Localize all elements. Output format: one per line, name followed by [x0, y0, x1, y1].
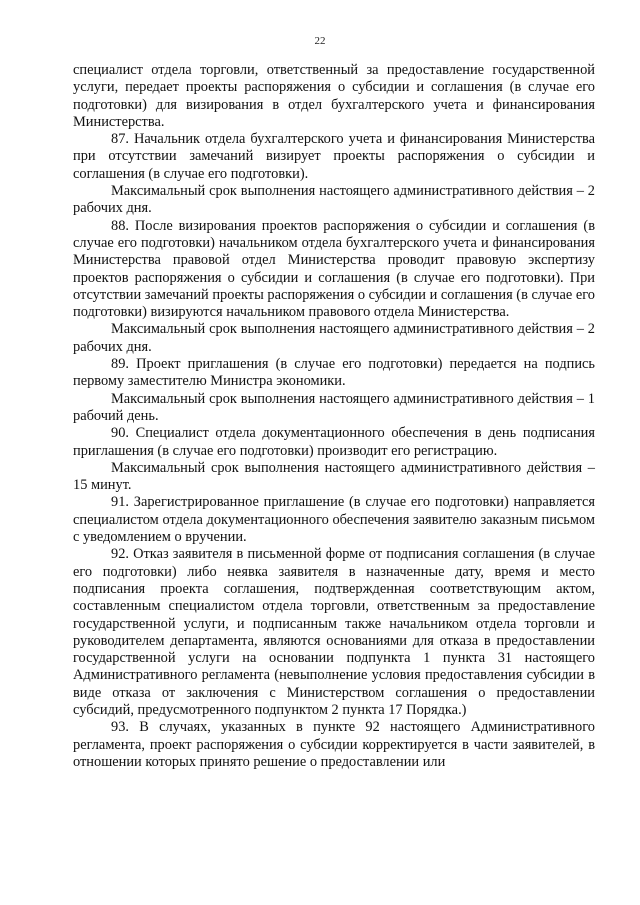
paragraph-90: 90. Специалист отдела документационного обеспечения в день подписания приглашения (в случае его подготовки) производит его регистрацию. [73, 425, 595, 459]
paragraph-90-deadline: Максимальный срок выполнения настоящего административного действия – 15 минут. [73, 459, 595, 494]
page-body [73, 62, 595, 771]
paragraph-87: 87. Начальник отдела бухгалтерского учета и финансирования Министерства при отсутствии замечаний визирует проекты распоряжения о субсидии и соглашения (в случае его подготовки). [73, 131, 595, 182]
paragraph-88: 88. После визирования проектов распоряжения о субсидии и соглашения (в случае его подготовки) начальником отдела бухгалтерского учета и финансирования Министерства правовой отдел Министерства проводит правовую экспертизу проектов распоряжения о субсидии и соглашения (в случае его подготовки). При отсутствии замечаний проекты распоряжения о субсидии и соглашения (в случае его подготовки) визируются начальником правового отдела Министерства. [73, 217, 595, 321]
paragraph-93: 93. В случаях, указанных в пункте 92 настоящего Административного регламента, проект распоряжения о субсидии корректируется в части заявителей, в отношении которых принято решение о предоставлении или [73, 719, 595, 770]
paragraph-continuation: специалист отдела торговли, ответственный за предоставление государственной услуги, передает проекты распоряжения о субсидии и соглашения (в случае его подготовки) для визирования в отдел бухгалтерского учета и финансирования Министерства. [73, 62, 595, 130]
paragraph-91: 91. Зарегистрированное приглашение (в случае его подготовки) направляется специалистом отдела документационного обеспечения заявителю заказным письмом с уведомлением о вручении. [73, 494, 595, 546]
paragraph-89-deadline: Максимальный срок выполнения настоящего административного действия – 1 рабочий день. [73, 390, 595, 424]
paragraph-88-deadline: Максимальный срок выполнения настоящего административного действия – 2 рабочих дня. [73, 321, 595, 355]
page-number: 22 [314, 35, 326, 47]
paragraph-89: 89. Проект приглашения (в случае его подготовки) передается на подпись первому заместителю Министра экономики. [73, 356, 595, 390]
paragraph-92: 92. Отказ заявителя в письменной форме от подписания соглашения (в случае его подготовки) либо неявка заявителя в назначенные дату, время и место подписания проекта соглашения, подтвержденная соответствующим актом, составленным специалистом отдела торговли, ответственным за предоставление государственной услуги, и подписанным также начальником отдела торговли и руководителем департамента, являются основаниями для отказа в предоставлении государственной услуги на основании подпункта 1 пункта 31 настоящего Административного регламента (невыполнение условия предоставления субсидии в виде отказа от заключения с Министерством соглашения о предоставлении субсидий, предусмотренного подпунктом 2 пункта 17 Порядка.) [73, 546, 595, 718]
paragraph-87-deadline: Максимальный срок выполнения настоящего административного действия – 2 рабочих дня. [73, 183, 595, 217]
